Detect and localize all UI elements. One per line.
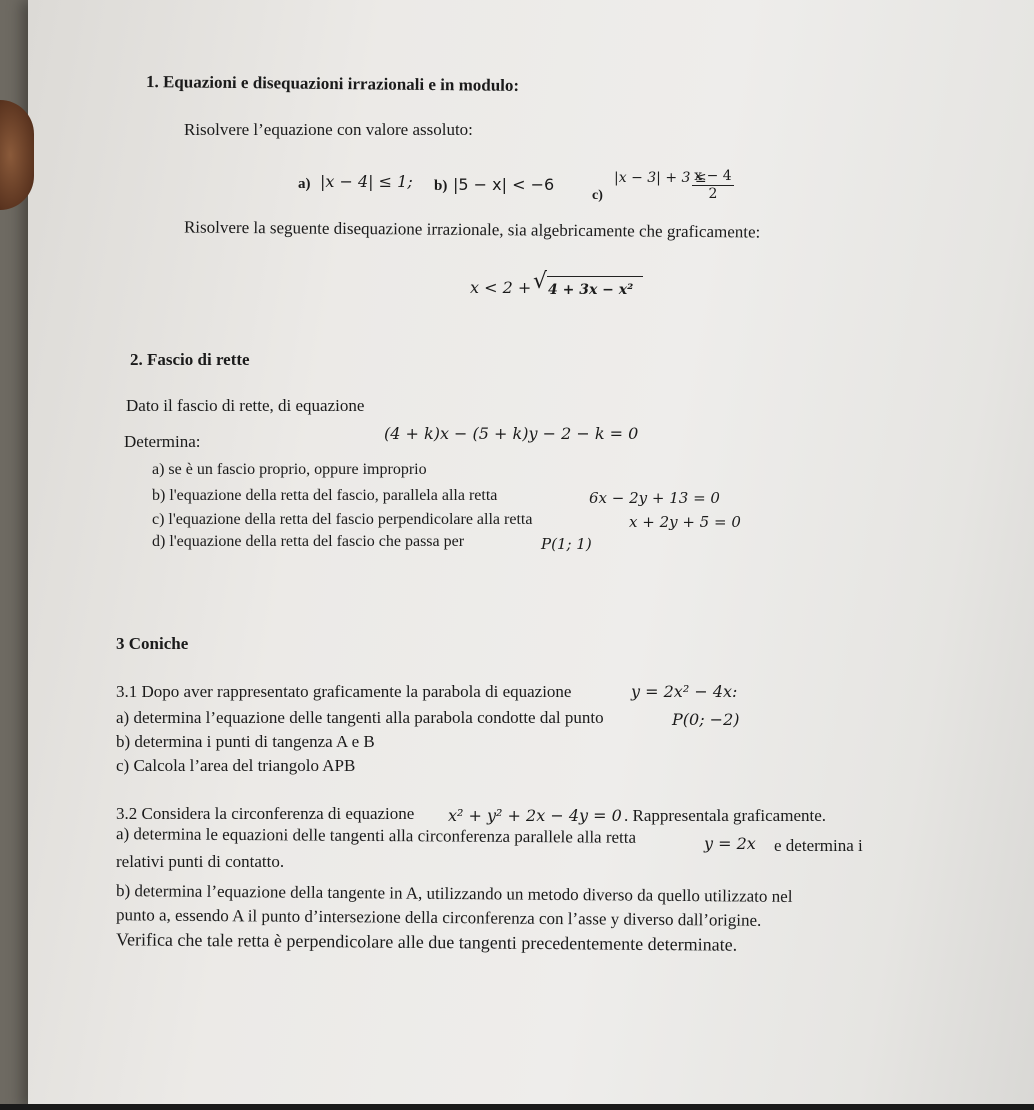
fascio-item-b-eq: 6x − 2y + 13 = 0 [589,489,720,507]
section2-intro: Dato il fascio di rette, di equazione [126,396,365,415]
determina-label: Determina: [124,432,201,451]
ex1c-denominator: 2 [708,186,718,202]
section1-title: 1. Equazioni e disequazioni irrazionali e in modulo: [145,72,520,95]
p32-equation: x² + y² + 2x − 4y = 0 [448,806,622,825]
ex1c-fraction [692,168,734,203]
p32-tail: . Rappresentala graficamente. [624,806,827,825]
fascio-equation: (4 + k)x − (5 + k)y − 2 − k = 0 [384,424,639,443]
p32-a-line-eq: y = 2x [704,834,756,853]
ex1c-numerator: x − 4 [692,168,734,186]
irrational-intro: Risolvere la seguente disequazione irrazionale, sia algebricamente che graficamente: [183,217,761,242]
section3-title: 3 Coniche [116,634,189,653]
sqrt-symbol: √ [533,269,548,294]
irrational-radicand: 4 + 3x − x² [548,282,634,298]
ex1b-label: b) [434,178,448,194]
p32-a-line2: relativi punti di contatto. [116,852,285,871]
sqrt-bar [547,276,643,277]
p32-a-tail: e determina i [774,836,863,855]
ex1a-expr: |x − 4| ≤ 1; [320,172,413,191]
thumb-edge [0,100,34,210]
p31-c: c) Calcola l’area del triangolo APB [116,756,356,775]
ex1c-label: c) [592,188,603,203]
irrational-lhs: x < 2 + [470,278,532,297]
p31-equation: y = 2x² − 4x: [631,682,738,701]
p32-text: 3.2 Considera la circonferenza di equazione [116,804,415,823]
photo-bottom-edge [0,1104,1034,1110]
p32-a-text: a) determina le equazioni delle tangenti alla circonferenza parallele alla retta [115,824,637,847]
fascio-item-d: d) l'equazione della retta del fascio che passa per [152,533,465,550]
fascio-item-c-eq: x + 2y + 5 = 0 [629,513,741,531]
ex1b-expr: |5 − x| < −6 [453,175,555,194]
fascio-item-a: a) se è un fascio proprio, oppure improprio [152,461,427,478]
p31-b: b) determina i punti di tangenza A e B [116,732,375,751]
p31-a-point: P(0; −2) [672,710,740,729]
p32-b-line2: punto a, essendo A il punto d’intersezione della circonferenza con l’asse y diverso dall’origine. [115,905,762,930]
section2-title: 2. Fascio di rette [130,350,250,369]
p32-b-line3: Verifica che tale retta è perpendicolare alle due tangenti precedentemente determinate. [115,929,738,955]
fascio-item-d-eq: P(1; 1) [541,535,592,553]
fascio-item-b: b) l'equazione della retta del fascio, parallela alla retta [152,487,498,504]
p31-text: 3.1 Dopo aver rappresentato graficamente la parabola di equazione [116,682,572,701]
ex1a-label: a) [298,176,311,192]
p32-b-line1: b) determina l’equazione della tangente in A, utilizzando un metodo diverso da quello utilizzato nel [115,881,793,906]
section1-intro: Risolvere l’equazione con valore assoluto: [184,120,473,139]
fascio-item-c: c) l'equazione della retta del fascio perpendicolare alla retta [152,511,533,528]
ex1c-lhs: |x − 3| + 3 ≤ [614,170,707,186]
p31-a-text: a) determina l’equazione delle tangenti alla parabola condotte dal punto [116,708,604,727]
